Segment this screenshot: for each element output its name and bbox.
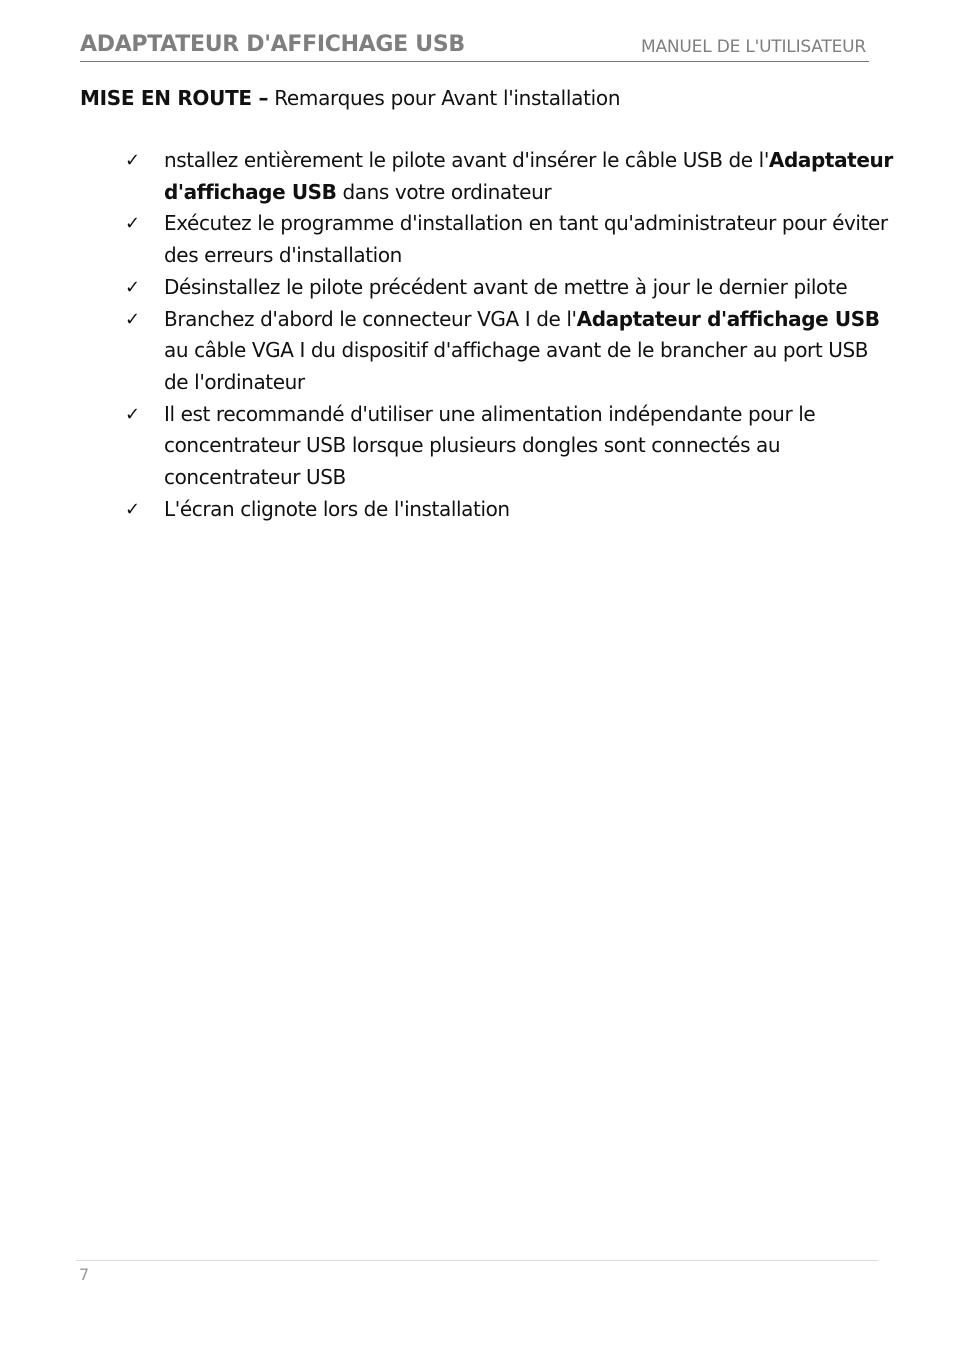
document-subtitle: MANUEL DE L'UTILISATEUR <box>641 37 866 57</box>
section-heading-text: Remarques pour Avant l'installation <box>268 86 621 110</box>
checklist-item-text: Exécutez le programme d'installation en tant qu'administrateur pour éviter des erreurs d'installation <box>164 211 888 268</box>
section-heading-bold: MISE EN ROUTE – <box>80 86 269 110</box>
footer-divider <box>76 1260 878 1261</box>
document-title: ADAPTATEUR D'AFFICHAGE USB <box>80 32 465 57</box>
installation-checklist <box>123 145 893 525</box>
checklist-item <box>123 399 893 494</box>
page-number: 7 <box>79 1265 90 1284</box>
checklist-item-text: nstallez entièrement le pilote avant d'insérer le câble USB de l' <box>164 148 769 172</box>
page-header <box>80 31 869 62</box>
checklist-item-text: au câble VGA I du dispositif d'affichage avant de le brancher au port USB de l'ordinateur <box>164 338 869 394</box>
checkmark-icon: ✓ <box>125 150 140 171</box>
checklist-item-text: Branchez d'abord le connecteur VGA I de l' <box>164 306 577 331</box>
checklist-item-text: dans votre ordinateur <box>336 179 552 204</box>
checklist-item <box>123 494 893 526</box>
checkmark-icon: ✓ <box>125 213 140 235</box>
product-name: Adaptateur d'affichage USB <box>164 148 893 204</box>
checklist-item <box>123 304 893 399</box>
checklist-item-text: L'écran clignote lors de l'installation <box>164 496 510 521</box>
checkmark-icon: ✓ <box>125 276 140 298</box>
checkmark-icon: ✓ <box>125 308 140 330</box>
checklist-item <box>123 145 893 208</box>
checklist-item <box>123 272 893 304</box>
checklist-item-text: Il est recommandé d'utiliser une alimentation indépendante pour le concentrateur USB lorsque plusieurs dongles sont connectés au concentrateur USB <box>164 401 816 490</box>
product-name: Adaptateur d'affichage USB <box>576 306 880 331</box>
checklist-item <box>123 208 893 271</box>
checkmark-icon: ✓ <box>125 498 140 520</box>
checkmark-icon: ✓ <box>125 403 140 425</box>
section-heading <box>80 86 620 110</box>
checklist-item-text: Désinstallez le pilote précédent avant de mettre à jour le dernier pilote <box>164 274 848 299</box>
